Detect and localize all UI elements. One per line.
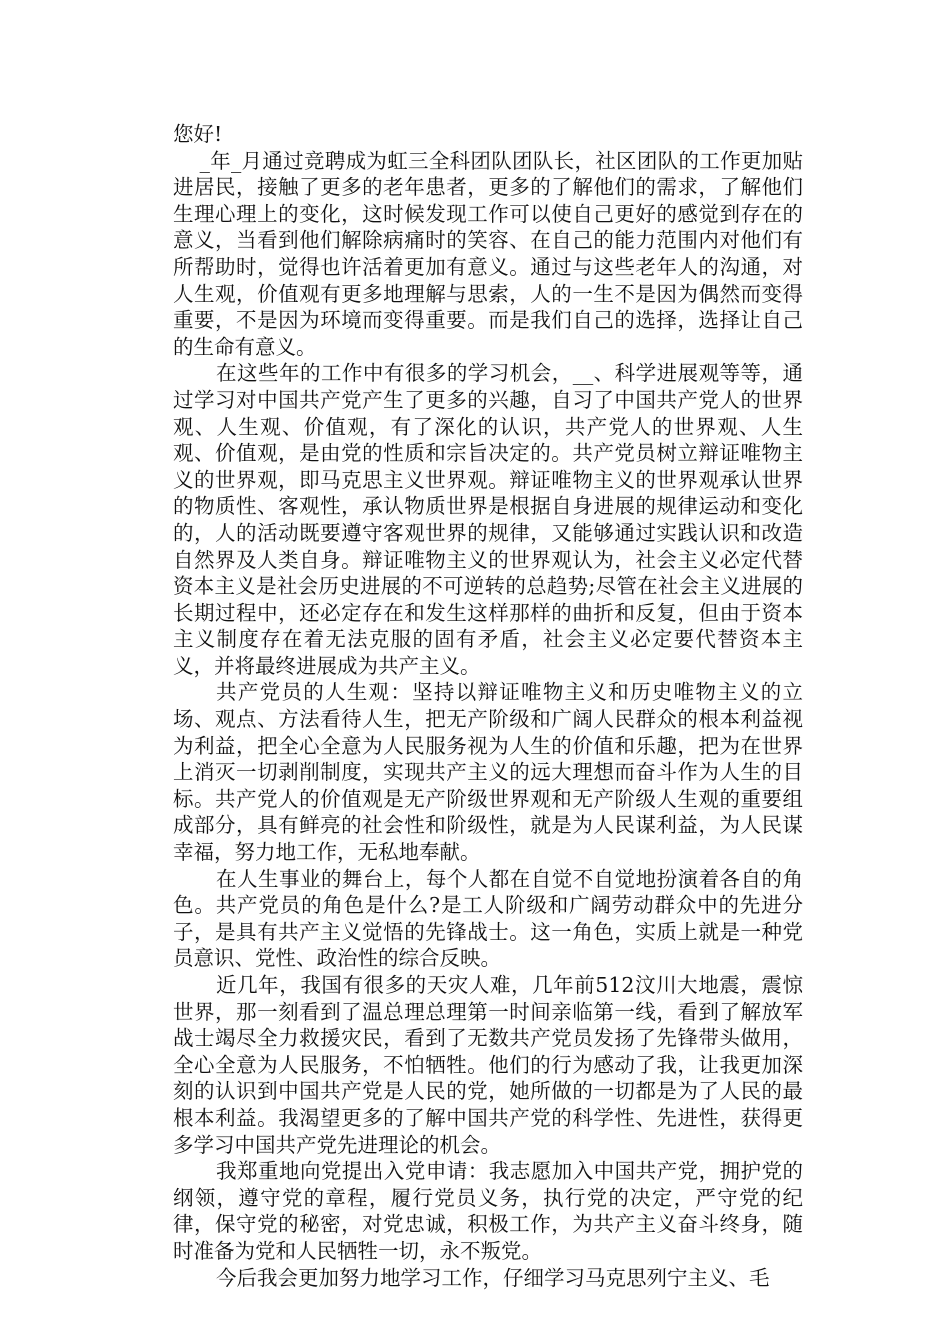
letter-body: [173, 121, 803, 1291]
paragraph-6: 我郑重地向党提出入党申请：我志愿加入中国共产党，拥护党的纲领，遵守党的章程，履行党员义务，执行党的决定，严守党的纪律，保守党的秘密，对党忠诚，积极工作，为共产主义奋斗终身，随时准备为党和人民牺牲一切，永不叛党。: [173, 1159, 803, 1263]
paragraph-5: 近几年，我国有很多的天灾人难，几年前512汶川大地震，震惊世界，那一刻看到了温总理总理第一时间亲临第一线，看到了解放军战士竭尽全力救援灾民，看到了无数共产党员发扬了先锋带头做用，全心全意为人民服务，不怕牺牲。他们的行为感动了我，让我更加深刻的认识到中国共产党是人民的党，她所做的一切都是为了人民的最根本利益。我渴望更多的了解中国共产党的科学性、先进性，获得更多学习中国共产党先进理论的机会。: [173, 973, 803, 1157]
paragraph-7: 今后我会更加努力地学习工作，仔细学习马克思列宁主义、毛: [216, 1265, 770, 1290]
paragraph-1: _年_月通过竞聘成为虹三全科团队团队长，社区团队的工作更加贴进居民，接触了更多的老年患者，更多的了解他们的需求，了解他们生理心理上的变化，这时候发现工作可以使自己更好的感觉到存在的意义，当看到他们解除病痛时的笑容、在自己的能力范围内对他们有所帮助时，觉得也许活着更加有意义。通过与这些老年人的沟通，对人生观，价值观有更多地理解与思索，人的一生不是因为偶然而变得重要，不是因为环境而变得重要。而是我们自己的选择，选择让自己的生命有意义。: [173, 148, 803, 359]
paragraph-3: 共产党员的人生观：坚持以辩证唯物主义和历史唯物主义的立场、观点、方法看待人生，把无产阶级和广阔人民群众的根本利益视为利益，把全心全意为人民服务视为人生的价值和乐趣，把为在世界上消灭一切剥削制度，实现共产主义的远大理想而奋斗作为人生的目标。共产党人的价值观是无产阶级世界观和无产阶级人生观的重要组成部分，具有鲜亮的社会性和阶级性，就是为人民谋利益，为人民谋幸福，努力地工作，无私地奉献。: [173, 680, 803, 865]
paragraph-4: 在人生事业的舞台上，每个人都在自觉不自觉地扮演着各自的角色。共产党员的角色是什么?是工人阶级和广阔劳动群众中的先进分子，是具有共产主义觉悟的先锋战士。这一角色，实质上就是一种党员意识、党性、政治性的综合反映。: [173, 866, 803, 971]
paragraph-2: 在这些年的工作中有很多的学习机会，__、科学进展观等等，通过学习对中国共产党产生了更多的兴趣，自习了中国共产党人的世界观、人生观、价值观，有了深化的认识，共产党人的世界观、人生观、价值观，是由党的性质和宗旨决定的。共产党员树立辩证唯物主义的世界观，即马克思主义世界观。辩证唯物主义的世界观承认世界的物质性、客观性，承认物质世界是根据自身进展的规律运动和变化的，人的活动既要遵守客观世界的规律，又能够通过实践认识和改造自然界及人类自身。辩证唯物主义的世界观认为，社会主义必定代替资本主义是社会历史进展的不可逆转的总趋势;尽管在社会主义进展的长期过程中，还必定存在和发生这样那样的曲折和反复，但由于资本主义制度存在着无法克服的固有矛盾，社会主义必定要代替资本主义，并将最终进展成为共产主义。: [173, 361, 803, 678]
greeting: 您好!: [173, 122, 223, 146]
